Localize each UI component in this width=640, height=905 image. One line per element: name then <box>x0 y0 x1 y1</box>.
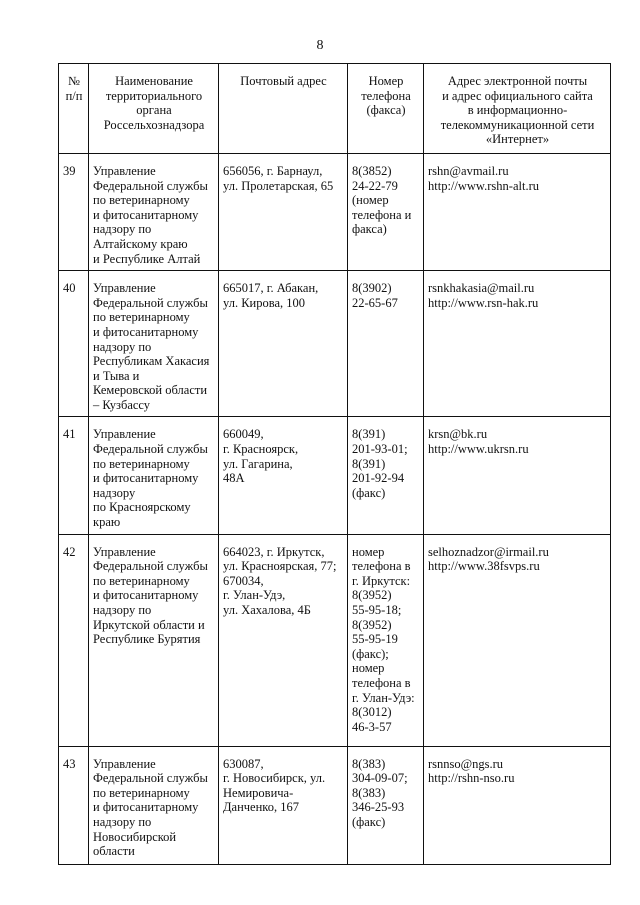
row-number: 39 <box>59 153 89 270</box>
row-number: 40 <box>59 271 89 417</box>
email-link[interactable]: rshn@avmail.ru <box>428 163 509 178</box>
phone-number: 8(391) 201-93-01; 8(391) 201-92-94 (факс) <box>348 417 424 534</box>
row-number: 43 <box>59 746 89 864</box>
organ-name: Управление Федеральной службы по ветеринарному и фитосанитарному надзору по Новосибирской области <box>89 746 219 864</box>
table-row <box>59 746 611 864</box>
row-number: 42 <box>59 534 89 746</box>
header-number: № п/п <box>59 64 89 154</box>
organ-name: Управление Федеральной службы по ветеринарному и фитосанитарному надзору по Красноярскому краю <box>89 417 219 534</box>
website-link[interactable]: http://www.ukrsn.ru <box>428 442 529 457</box>
postal-address: 656056, г. Барнаул, ул. Пролетарская, 65 <box>219 153 348 270</box>
email-link[interactable]: rsnkhakasia@mail.ru <box>428 281 535 296</box>
website-link[interactable]: http://www.rshn-alt.ru <box>428 178 539 193</box>
phone-number: 8(3902) 22-65-67 <box>348 271 424 417</box>
postal-address: 630087, г. Новосибирск, ул. Немировича- Данченко, 167 <box>219 746 348 864</box>
email-website <box>424 271 611 417</box>
table-header-row <box>59 64 611 154</box>
email-link[interactable]: krsn@bk.ru <box>428 427 488 442</box>
email-website <box>424 746 611 864</box>
email-website <box>424 534 611 746</box>
website-link[interactable]: http://www.38fsvps.ru <box>428 559 540 574</box>
table-row <box>59 417 611 534</box>
organ-name: Управление Федеральной службы по ветеринарному и фитосанитарному надзору по Иркутской области и Республике Бурятия <box>89 534 219 746</box>
header-organ-name: Наименование территориального органа Россельхознадзора <box>89 64 219 154</box>
website-link[interactable]: http://rshn-nso.ru <box>428 771 515 786</box>
header-email-website: Адрес электронной почты и адрес официального сайта в информационно- телекоммуникационной сети «Интернет» <box>424 64 611 154</box>
page-number: 8 <box>316 38 324 53</box>
header-phone: Номер телефона (факса) <box>348 64 424 154</box>
phone-number: 8(3852) 24-22-79 (номер телефона и факса) <box>348 153 424 270</box>
organ-name: Управление Федеральной службы по ветеринарному и фитосанитарному надзору по Алтайскому краю и Республике Алтай <box>89 153 219 270</box>
postal-address: 664023, г. Иркутск, ул. Красноярская, 77; 670034, г. Улан-Удэ, ул. Хахалова, 4Б <box>219 534 348 746</box>
postal-address: 665017, г. Абакан, ул. Кирова, 100 <box>219 271 348 417</box>
email-website <box>424 153 611 270</box>
row-number: 41 <box>59 417 89 534</box>
table-row <box>59 153 611 270</box>
postal-address: 660049, г. Красноярск, ул. Гагарина, 48А <box>219 417 348 534</box>
phone-number: 8(383) 304-09-07; 8(383) 346-25-93 (факс) <box>348 746 424 864</box>
website-link[interactable]: http://www.rsn-hak.ru <box>428 295 539 310</box>
organ-name: Управление Федеральной службы по ветеринарному и фитосанитарному надзору по Республикам Хакасия и Тыва и Кемеровской области – Кузбассу <box>89 271 219 417</box>
email-link[interactable]: rsnnso@ngs.ru <box>428 756 504 771</box>
territorial-bodies-table <box>58 63 611 865</box>
table-row <box>59 271 611 417</box>
header-postal-address: Почтовый адрес <box>219 64 348 154</box>
table-row <box>59 534 611 746</box>
email-link[interactable]: selhoznadzor@irmail.ru <box>428 544 549 559</box>
email-website <box>424 417 611 534</box>
phone-number: номер телефона в г. Иркутск: 8(3952) 55-95-18; 8(3952) 55-95-19 (факс); номер телефона в г. Улан-Удэ: 8(3012) 46-3-57 <box>348 534 424 746</box>
